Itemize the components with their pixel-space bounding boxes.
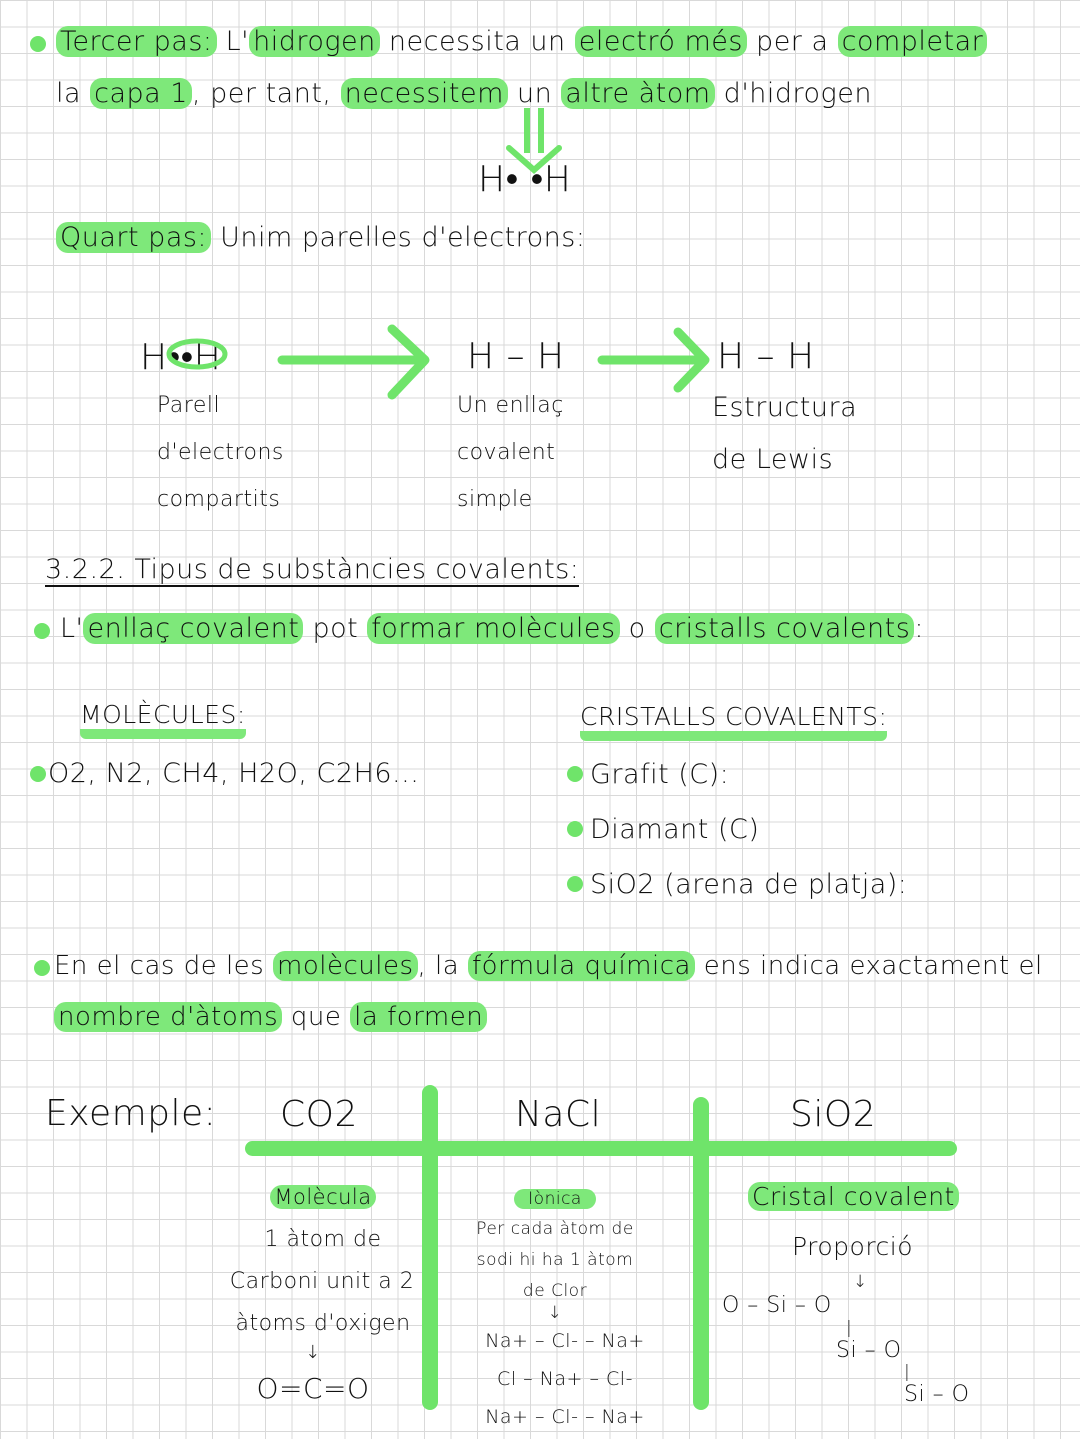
- type-badge: Cristal covalent: [748, 1182, 959, 1211]
- bullet-icon: [567, 821, 583, 837]
- column-text: de Clor: [522, 1281, 588, 1301]
- text: , per tant,: [191, 78, 341, 109]
- diagram-formula-1: H••H: [140, 337, 222, 378]
- column-header-co2: CO2: [280, 1094, 358, 1135]
- diagram-label: d'electrons: [157, 440, 284, 465]
- section-heading: 3.2.2. Tipus de substàncies covalents:: [45, 554, 580, 585]
- step3-line1: [56, 26, 987, 57]
- text: :: [914, 613, 924, 644]
- type-badge: Molècula: [228, 1185, 418, 1209]
- diagram-label: compartits: [157, 487, 281, 512]
- text: pot: [303, 613, 368, 644]
- bullet-icon: [34, 960, 50, 976]
- table-column-divider: [422, 1085, 438, 1410]
- step4-line: [56, 222, 585, 253]
- highlighted-text: capa 1: [90, 78, 192, 109]
- text: , la: [417, 951, 468, 981]
- structure-formula: Si – O: [904, 1382, 970, 1407]
- diagram-label: Estructura: [712, 392, 858, 423]
- highlighted-text: la formen: [350, 1002, 487, 1032]
- crystal-item: Grafit (C):: [590, 759, 730, 790]
- text: la: [56, 78, 91, 109]
- column-text: Proporció: [792, 1232, 914, 1261]
- paragraph-line1: [54, 951, 1043, 981]
- structure-formula: Si – O: [836, 1338, 902, 1363]
- highlighted-text: formar molècules: [367, 613, 619, 644]
- column-text: Per cada àtom de: [476, 1219, 634, 1239]
- structure-formula: Na+ – Cl- – Na+: [485, 1330, 645, 1352]
- example-label: Exemple:: [45, 1093, 217, 1134]
- bullet-icon: [567, 766, 583, 782]
- structure-formula: Cl – Na+ – Cl-: [497, 1368, 633, 1390]
- highlighted-text: electró més: [575, 26, 747, 57]
- highlighted-text: molècules: [273, 951, 418, 981]
- bullet-icon: [30, 766, 46, 782]
- highlighted-text: fórmula química: [468, 951, 695, 981]
- text: per a: [746, 26, 838, 57]
- bond-line: |: [904, 1362, 911, 1382]
- structure-formula: O=C=O: [256, 1372, 370, 1405]
- diagram-label: Un enllaç: [457, 393, 564, 418]
- down-arrow-icon: ↓: [305, 1342, 321, 1363]
- highlighted-text: Tercer pas:: [56, 26, 217, 57]
- structure-formula: Na+ – Cl- – Na+: [485, 1406, 645, 1428]
- highlighted-text: completar: [838, 26, 988, 57]
- bullet-icon: [34, 623, 50, 639]
- column-header-nacl: NaCl: [515, 1094, 602, 1135]
- arrow-right-icon: [280, 325, 430, 405]
- text: o: [619, 613, 655, 644]
- highlighted-text: nombre d'àtoms: [54, 1002, 282, 1032]
- bullet-icon: [567, 876, 583, 892]
- arrow-right-icon: [600, 328, 710, 398]
- table-header-divider: [245, 1141, 957, 1156]
- crystal-item: Diamant (C): [590, 814, 760, 845]
- table-column-divider: [693, 1097, 709, 1410]
- molecules-title: MOLÈCULES:: [80, 700, 246, 739]
- diagram-label: simple: [457, 487, 533, 512]
- text: d'hidrogen: [714, 78, 872, 109]
- diagram-formula-2: H – H: [467, 336, 565, 377]
- column-text: àtoms d'oxigen: [235, 1311, 411, 1336]
- down-arrow-icon: ↓: [853, 1272, 868, 1292]
- down-arrow-icon: ↓: [547, 1303, 563, 1323]
- column-header-sio2: SiO2: [790, 1094, 877, 1135]
- highlighted-text: hidrogen: [249, 26, 380, 57]
- step4-text: Unim parelles d'electrons:: [211, 222, 586, 253]
- highlighted-text: necessitem: [341, 78, 508, 109]
- section-bullet: [60, 613, 924, 644]
- text: L': [60, 613, 84, 644]
- h-dot-dot-h: H• •H: [478, 159, 572, 200]
- step3-line2: [56, 78, 872, 109]
- electron-pair-circle-icon: [165, 338, 235, 374]
- bond-line: |: [846, 1318, 853, 1338]
- column-text: Carboni unit a 2: [229, 1269, 415, 1294]
- text: que: [282, 1002, 351, 1032]
- highlighted-text: altre àtom: [561, 78, 714, 109]
- column-text: 1 àtom de: [264, 1227, 382, 1252]
- highlighted-text: enllaç covalent: [83, 613, 303, 644]
- text: ens indica exactament el: [694, 951, 1043, 981]
- step4-title: Quart pas:: [56, 222, 211, 253]
- text: En el cas de les: [54, 951, 273, 981]
- type-badge: Iònica: [460, 1189, 650, 1209]
- text: un: [507, 78, 562, 109]
- bullet-icon: [30, 36, 46, 52]
- diagram-formula-3: H – H: [717, 336, 815, 377]
- paragraph-line2: [54, 1002, 487, 1032]
- column-text: sodi hi ha 1 àtom: [476, 1250, 634, 1270]
- text: L': [216, 26, 250, 57]
- crystals-title: CRISTALLS COVALENTS:: [580, 702, 887, 741]
- diagram-label: Parell: [157, 393, 221, 418]
- highlighted-text: cristalls covalents: [655, 613, 915, 644]
- diagram-label: de Lewis: [712, 444, 834, 475]
- crystal-item: SiO2 (arena de platja):: [590, 869, 908, 900]
- structure-formula: O – Si – O: [722, 1293, 832, 1318]
- molecules-list: O2, N2, CH4, H2O, C2H6...: [48, 758, 420, 789]
- diagram-label: covalent: [457, 440, 556, 465]
- text: necessita un: [379, 26, 575, 57]
